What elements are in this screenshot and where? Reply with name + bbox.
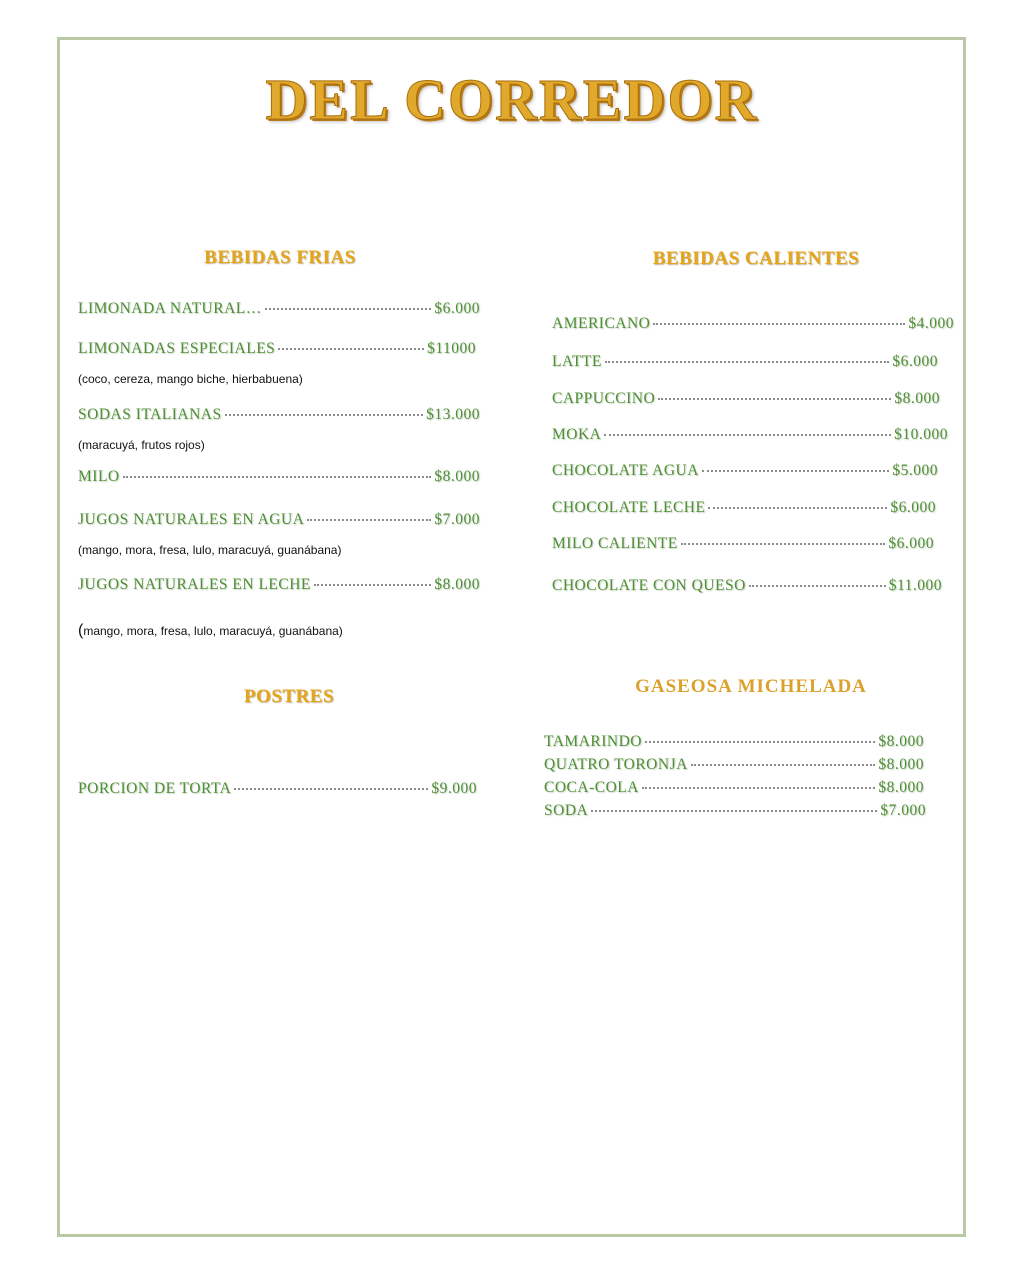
dot-leader — [708, 507, 887, 509]
item-price: $8.000 — [878, 733, 924, 750]
restaurant-title: DEL CORREDOR — [265, 67, 759, 132]
item-name: CAPPUCCINO — [552, 390, 656, 407]
dot-leader — [642, 787, 875, 789]
item-name: SODA — [544, 802, 589, 819]
item-price: $8.000 — [434, 576, 480, 593]
item-name: MILO CALIENTE — [552, 535, 678, 552]
open-paren: ( — [78, 622, 84, 639]
menu-item-jugos-agua — [78, 511, 480, 529]
item-price: $4.000 — [908, 315, 954, 332]
menu-item-cappuccino — [552, 390, 940, 408]
item-price: $8.000 — [878, 779, 924, 796]
item-name: CHOCOLATE AGUA — [552, 462, 699, 479]
item-price: $10.000 — [894, 426, 948, 443]
item-name: COCA-COLA — [544, 779, 639, 796]
item-price: $8.000 — [894, 390, 940, 407]
item-name: SODAS ITALIANAS — [78, 406, 222, 423]
dot-leader — [645, 741, 875, 743]
item-price: $8.000 — [434, 468, 480, 485]
menu-item-limonadas-especiales — [78, 340, 476, 358]
item-price: $5.000 — [892, 462, 938, 479]
dot-leader — [278, 348, 424, 350]
item-price: $7.000 — [880, 802, 926, 819]
item-name: MILO — [78, 468, 120, 485]
dot-leader — [591, 810, 877, 812]
item-name: LIMONADAS ESPECIALES — [78, 340, 276, 357]
item-name: LATTE — [552, 353, 602, 370]
menu-item-sodas-italianas — [78, 406, 480, 424]
menu-item-tamarindo — [544, 733, 924, 751]
menu-item-porcion-torta — [78, 780, 477, 798]
section-title-bebidas-frias: BEBIDAS FRIAS — [204, 247, 356, 268]
item-price: $9.000 — [431, 780, 477, 797]
item-note-sodas: (maracuyá, frutos rojos) — [78, 438, 205, 452]
item-price: $11000 — [427, 340, 476, 357]
dot-leader — [653, 323, 905, 325]
item-note-jugos-agua: (mango, mora, fresa, lulo, maracuyá, guanábana) — [78, 543, 342, 557]
dot-leader — [225, 414, 424, 416]
dot-leader — [605, 361, 890, 363]
item-name: LIMONADA NATURAL… — [78, 300, 262, 317]
dot-leader — [681, 543, 886, 545]
dot-leader — [749, 585, 886, 587]
menu-item-jugos-leche — [78, 576, 480, 594]
menu-item-chocolate-leche — [552, 499, 936, 517]
menu-item-chocolate-queso — [552, 577, 942, 595]
dot-leader — [265, 308, 432, 310]
item-note-limonadas: (coco, cereza, mango biche, hierbabuena) — [78, 372, 303, 386]
item-name: PORCION DE TORTA — [78, 780, 232, 797]
item-price: $6.000 — [888, 535, 934, 552]
dot-leader — [314, 584, 432, 586]
section-title-postres: POSTRES — [243, 686, 335, 707]
item-price: $13.000 — [426, 406, 480, 423]
dot-leader — [691, 764, 876, 766]
menu-item-chocolate-agua — [552, 462, 938, 480]
item-price: $8.000 — [878, 756, 924, 773]
item-name: MOKA — [552, 426, 602, 443]
note-text: mango, mora, fresa, lulo, maracuyá, guanábana) — [83, 624, 343, 638]
item-name: AMERICANO — [552, 315, 651, 332]
dot-leader — [702, 470, 889, 472]
menu-item-limonada-natural — [78, 300, 480, 318]
item-name: CHOCOLATE LECHE — [552, 499, 706, 516]
item-price: $6.000 — [892, 353, 938, 370]
item-name: QUATRO TORONJA — [544, 756, 688, 773]
menu-item-soda — [544, 802, 926, 820]
item-name: TAMARINDO — [544, 733, 642, 750]
menu-item-milo-caliente — [552, 535, 934, 553]
item-price: $6.000 — [434, 300, 480, 317]
item-name: JUGOS NATURALES EN AGUA — [78, 511, 305, 528]
menu-item-coca-cola — [544, 779, 924, 797]
section-title-bebidas-calientes: BEBIDAS CALIENTES — [652, 248, 860, 269]
menu-item-moka — [552, 426, 948, 444]
section-title-gaseosa-michelada: GASEOSA MICHELADA — [635, 676, 867, 697]
item-price: $6.000 — [890, 499, 936, 516]
dot-leader — [604, 434, 891, 436]
menu-item-latte — [552, 353, 938, 371]
dot-leader — [234, 788, 428, 790]
menu-item-milo — [78, 468, 480, 486]
item-name: CHOCOLATE CON QUESO — [552, 577, 746, 594]
item-price: $11.000 — [888, 577, 942, 594]
menu-item-quatro-toronja — [544, 756, 924, 774]
item-name: JUGOS NATURALES EN LECHE — [78, 576, 311, 593]
dot-leader — [307, 519, 431, 521]
menu-item-americano — [552, 315, 954, 333]
item-note-jugos-leche — [78, 622, 343, 640]
dot-leader — [123, 476, 432, 478]
dot-leader — [658, 398, 891, 400]
item-price: $7.000 — [434, 511, 480, 528]
